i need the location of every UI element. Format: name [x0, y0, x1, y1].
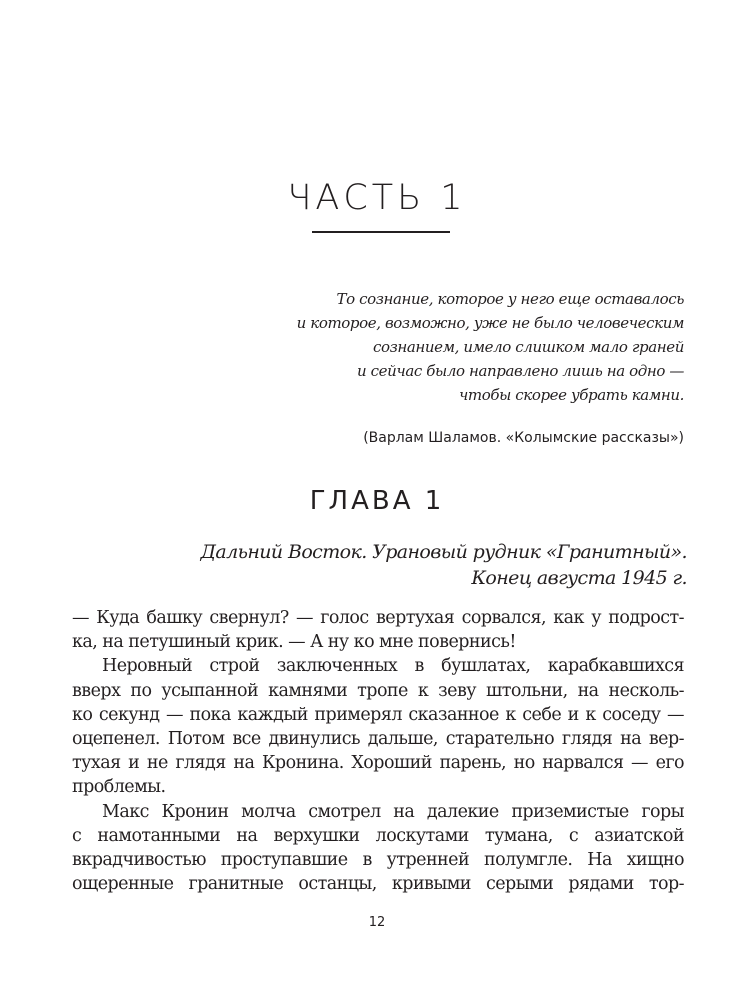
body-line: тухая и не глядя на Кронина. Хороший парень, но нарвался — его: [72, 753, 684, 774]
epigraph-line: То сознание, которое у него еще оставалось: [336, 290, 684, 308]
epigraph-line: чтобы скорее убрать камни.: [458, 386, 684, 404]
body-line: Неровный строй заключенных в бушлатах, карабкавшихся: [102, 656, 684, 677]
epigraph-line: сознанием, имело слишком мало граней: [372, 338, 684, 356]
body-line: оцепенел. Потом все двинулись дальше, старательно глядя на вер-: [72, 729, 684, 750]
epigraph: [254, 287, 684, 407]
body-line: вверх по усыпанной камнями тропе к зеву штольни, на несколь-: [72, 680, 684, 701]
body-text: [72, 606, 684, 896]
body-line: вкрадчивостью проступавшие в утренней полумгле. На хищно: [72, 850, 684, 871]
chapter-subtitle: [167, 539, 687, 591]
body-line: ко секунд — пока каждый примерял сказанное к себе и к соседу —: [72, 704, 684, 725]
chapter-title: ГЛАВА 1: [309, 486, 445, 516]
epigraph-source: (Варлам Шаламов. «Колымские рассказы»): [363, 430, 684, 446]
part-title: ЧАСТЬ 1: [287, 178, 467, 218]
page-number: 12: [368, 915, 386, 930]
part-title-rule: [312, 231, 450, 233]
subtitle-line: Дальний Восток. Урановый рудник «Гранитный».: [200, 541, 687, 563]
body-line: — Куда башку свернул? — голос вертухая сорвался, как у подрост-: [72, 608, 684, 628]
body-line: с намотанными на верхушки лоскутами тумана, с азиатской: [72, 825, 684, 846]
body-line: проблемы.: [72, 777, 166, 798]
epigraph-line: и сейчас было направлено лишь на одно —: [357, 362, 684, 380]
body-line: ощеренные гранитные останцы, кривыми серыми рядами тор-: [72, 874, 684, 895]
epigraph-line: и которое, возможно, уже не было человеческим: [296, 314, 684, 332]
body-line: Макс Кронин молча смотрел на далекие приземистые горы: [102, 801, 684, 822]
subtitle-line: Конец августа 1945 г.: [471, 567, 687, 589]
body-line: ка, на петушиный крик. — А ну ко мне повернись!: [72, 632, 516, 653]
